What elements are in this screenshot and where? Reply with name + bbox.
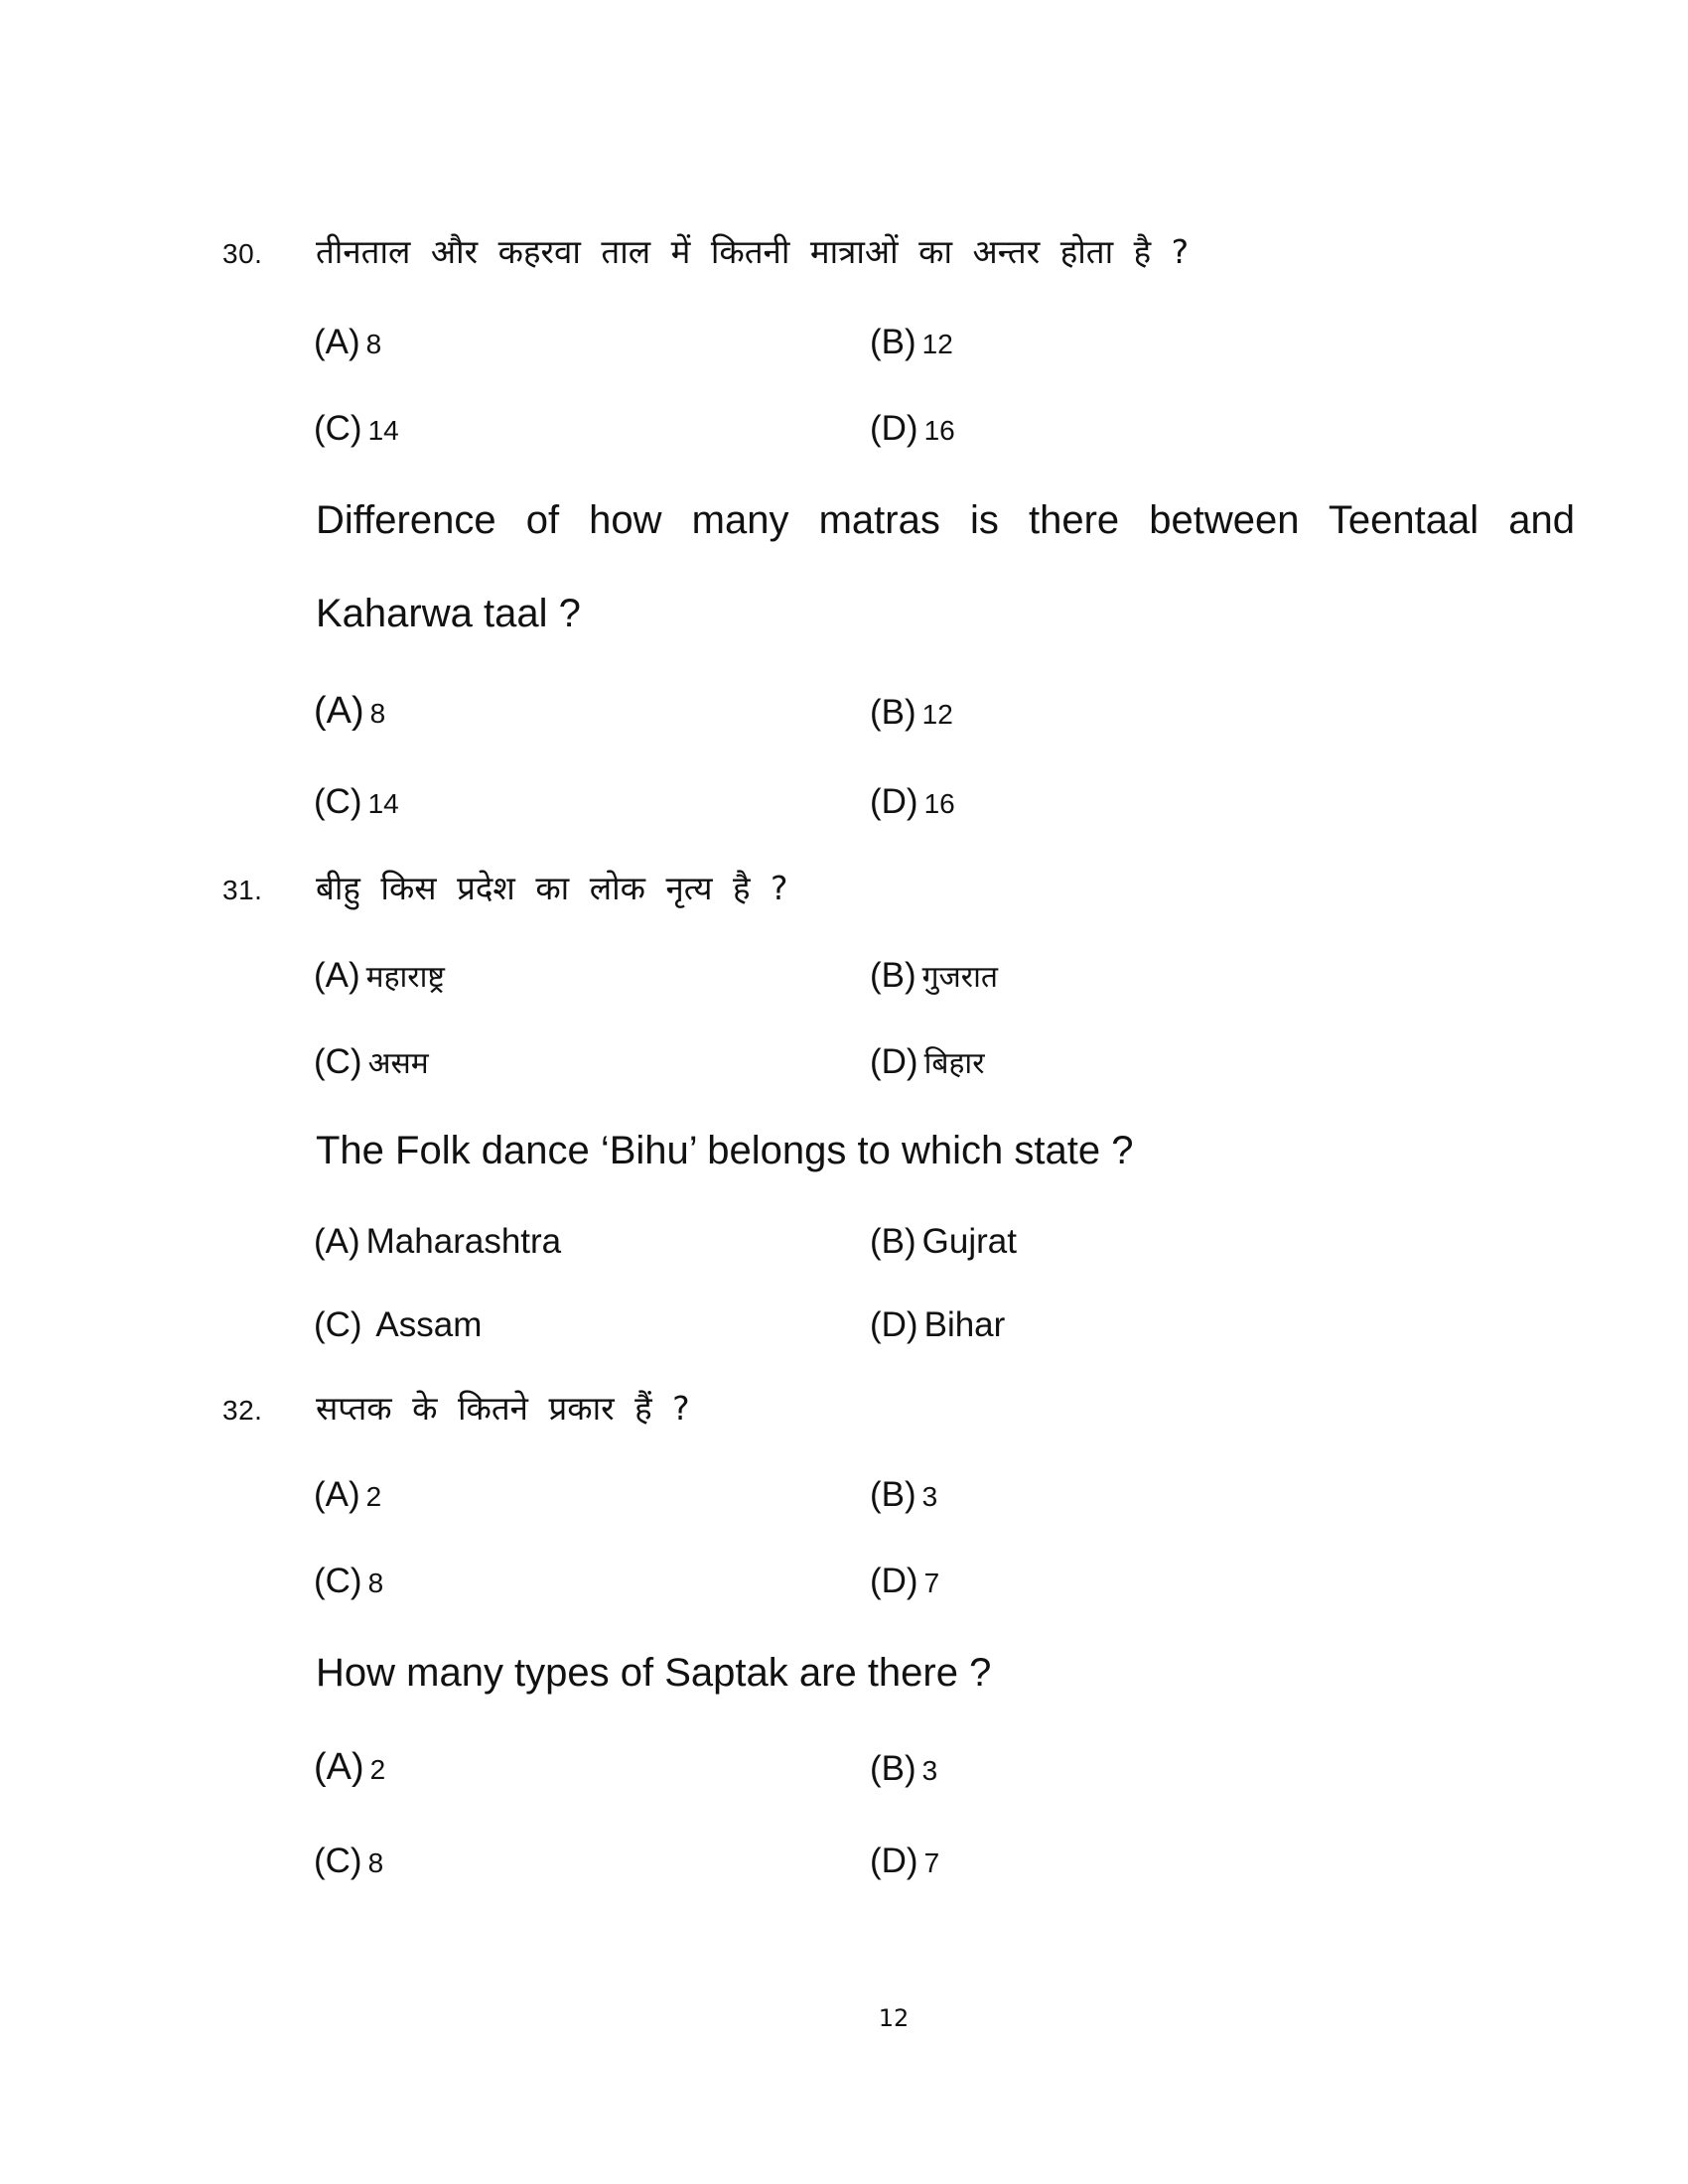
option-label: (A) bbox=[314, 1222, 360, 1261]
option-label: (B) bbox=[870, 956, 916, 995]
option-label: (A) bbox=[314, 1746, 364, 1788]
option-label: (C) bbox=[314, 1305, 362, 1344]
option-b-english[interactable] bbox=[870, 691, 953, 742]
option-label: (C) bbox=[314, 782, 362, 821]
option-label: (A) bbox=[314, 956, 360, 995]
option-value: 7 bbox=[923, 1568, 940, 1598]
option-c-english[interactable] bbox=[314, 780, 399, 831]
question-text-hindi: तीनताल और कहरवा ताल में कितनी मात्राओं का अन्तर होता है ? bbox=[316, 232, 1190, 271]
option-b-english[interactable] bbox=[870, 1220, 1017, 1271]
option-a-hindi[interactable] bbox=[314, 321, 381, 371]
option-b-hindi[interactable] bbox=[870, 954, 998, 1005]
option-label: (A) bbox=[314, 1475, 360, 1514]
option-b-english[interactable] bbox=[870, 1747, 937, 1798]
option-label: (B) bbox=[870, 1222, 916, 1261]
option-value: 12 bbox=[921, 699, 953, 730]
option-value: Maharashtra bbox=[365, 1222, 562, 1261]
option-c-hindi[interactable] bbox=[314, 1040, 429, 1091]
option-value: Gujrat bbox=[921, 1222, 1017, 1261]
option-c-english[interactable] bbox=[314, 1840, 383, 1890]
option-value: बिहार bbox=[923, 1046, 985, 1081]
option-label: (D) bbox=[870, 1562, 918, 1600]
option-value: Bihar bbox=[923, 1305, 1006, 1344]
option-a-hindi[interactable] bbox=[314, 1473, 381, 1524]
option-label: (C) bbox=[314, 1842, 362, 1880]
option-label: (A) bbox=[314, 323, 360, 361]
option-d-hindi[interactable] bbox=[870, 1560, 939, 1610]
option-label: (D) bbox=[870, 1842, 918, 1880]
option-value: 8 bbox=[369, 698, 386, 729]
option-b-hindi[interactable] bbox=[870, 1473, 937, 1524]
option-c-hindi[interactable] bbox=[314, 1560, 383, 1610]
option-label: (D) bbox=[870, 782, 918, 821]
question-text-english-line2: Kaharwa taal ? bbox=[316, 592, 581, 635]
question-number: 30. bbox=[222, 238, 263, 269]
question-text-hindi: बीहु किस प्रदेश का लोक नृत्य है ? bbox=[316, 869, 788, 907]
option-label: (B) bbox=[870, 1749, 916, 1788]
option-label: (D) bbox=[870, 409, 918, 448]
option-value: 3 bbox=[921, 1481, 938, 1512]
question-number: 32. bbox=[222, 1395, 263, 1426]
option-d-hindi[interactable] bbox=[870, 407, 955, 458]
option-a-english[interactable] bbox=[314, 1745, 385, 1797]
option-value: 16 bbox=[923, 788, 955, 819]
option-label: (B) bbox=[870, 1475, 916, 1514]
option-value: Assam bbox=[367, 1305, 483, 1344]
question-text-english: The Folk dance ‘Bihu’ belongs to which state ? bbox=[316, 1129, 1134, 1172]
option-value: 2 bbox=[365, 1481, 382, 1512]
option-label: (B) bbox=[870, 693, 916, 732]
option-value: 12 bbox=[921, 329, 953, 359]
option-label: (C) bbox=[314, 409, 362, 448]
option-label: (C) bbox=[314, 1562, 362, 1600]
question-text-hindi: सप्तक के कितने प्रकार हैं ? bbox=[316, 1389, 690, 1428]
question-number: 31. bbox=[222, 875, 263, 905]
option-label: (C) bbox=[314, 1042, 362, 1081]
option-d-english[interactable] bbox=[870, 1303, 1005, 1354]
option-value: 14 bbox=[367, 415, 399, 446]
option-c-hindi[interactable] bbox=[314, 407, 399, 458]
option-value: महाराष्ट्र bbox=[365, 960, 445, 995]
option-label: (D) bbox=[870, 1305, 918, 1344]
option-value: 14 bbox=[367, 788, 399, 819]
option-value: गुजरात bbox=[921, 960, 998, 995]
question-text-english-line1: Difference of how many matras is there between Teentaal and bbox=[316, 498, 1575, 542]
option-value: असम bbox=[367, 1046, 429, 1081]
option-value: 3 bbox=[921, 1755, 938, 1786]
page-number: 12 bbox=[878, 2004, 910, 2032]
option-b-hindi[interactable] bbox=[870, 321, 953, 371]
option-value: 16 bbox=[923, 415, 955, 446]
option-label: (D) bbox=[870, 1042, 918, 1081]
option-a-hindi[interactable] bbox=[314, 954, 445, 1005]
option-value: 7 bbox=[923, 1847, 940, 1878]
option-value: 2 bbox=[369, 1754, 386, 1785]
option-label: (A) bbox=[314, 690, 364, 732]
option-d-english[interactable] bbox=[870, 780, 955, 831]
option-d-hindi[interactable] bbox=[870, 1040, 984, 1091]
option-value: 8 bbox=[365, 329, 382, 359]
option-a-english[interactable] bbox=[314, 1220, 561, 1271]
option-label: (B) bbox=[870, 323, 916, 361]
option-a-english[interactable] bbox=[314, 689, 385, 741]
option-c-english[interactable] bbox=[314, 1303, 482, 1354]
option-value: 8 bbox=[367, 1847, 384, 1878]
option-value: 8 bbox=[367, 1568, 384, 1598]
question-text-english: How many types of Saptak are there ? bbox=[316, 1651, 992, 1695]
option-d-english[interactable] bbox=[870, 1840, 939, 1890]
